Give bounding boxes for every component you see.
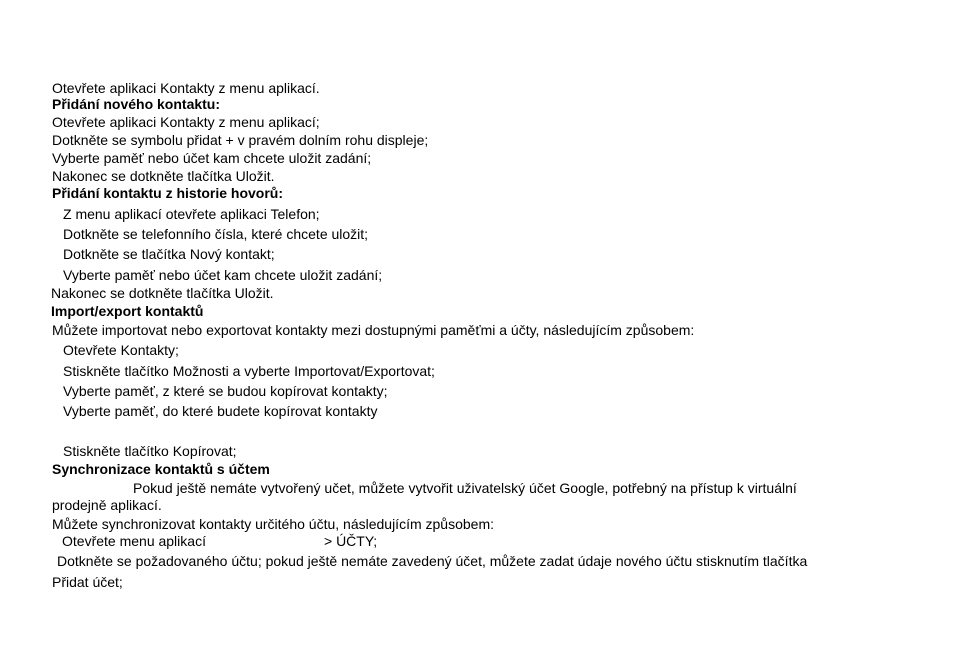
add-new-heading: Přidání nového kontaktu: — [52, 96, 221, 112]
intro-text: Otevřete aplikaci Kontakty z menu aplikací. — [52, 80, 320, 96]
import-export-intro: Můžete importovat nebo exportovat kontakty mezi dostupnými paměťmi a účty, následujícím způsobem: — [52, 322, 695, 338]
import-export-step: Stiskněte tlačítko Kopírovat; — [63, 443, 237, 459]
add-new-step: Dotkněte se symbolu přidat + v pravém dolním rohu displeje; — [52, 132, 429, 148]
sync-paragraph-line: Pokud ještě nemáte vytvořený učet, můžete vytvořit uživatelský účet Google, potřebný na přístup k virtuální — [133, 480, 797, 496]
add-from-history-step: Dotkněte se telefonního čísla, které chcete uložit; — [63, 226, 369, 242]
add-from-history-heading: Přidání kontaktu z historie hovorů: — [52, 185, 284, 201]
add-new-step: Nakonec se dotkněte tlačítka Uložit. — [52, 168, 275, 184]
add-from-history-step: Z menu aplikací otevřete aplikaci Telefon; — [63, 206, 320, 222]
sync-step-accounts: > ÚČTY; — [324, 533, 378, 549]
import-export-step: Vyberte paměť, z které se budou kopírovat kontakty; — [63, 383, 388, 399]
import-export-step: Stiskněte tlačítko Možnosti a vyberte Importovat/Exportovat; — [63, 363, 435, 379]
import-export-heading: Import/export kontaktů — [51, 303, 204, 319]
add-from-history-step: Nakonec se dotkněte tlačítka Uložit. — [51, 285, 274, 301]
add-from-history-step: Dotkněte se tlačítka Nový kontakt; — [63, 246, 275, 262]
sync-step-menu: Otevřete menu aplikací — [62, 533, 206, 549]
sync-heading: Synchronizace kontaktů s účtem — [52, 461, 270, 477]
add-new-step: Otevřete aplikaci Kontakty z menu aplikací; — [52, 114, 320, 130]
import-export-step: Vyberte paměť, do které budete kopírovat kontakty — [63, 403, 378, 419]
import-export-step: Otevřete Kontakty; — [63, 342, 179, 358]
sync-step-account-cont: Přidat účet; — [52, 574, 123, 590]
sync-intro: Můžete synchronizovat kontakty určitého účtu, následujícím způsobem: — [52, 516, 494, 532]
add-new-step: Vyberte paměť nebo účet kam chcete uložit zadání; — [52, 150, 372, 166]
sync-paragraph-line: prodejně aplikací. — [52, 497, 162, 513]
sync-step-account: Dotkněte se požadovaného účtu; pokud ještě nemáte zavedený účet, můžete zadat údaje nového účtu stisknutím tlačítka — [57, 553, 808, 569]
add-from-history-step: Vyberte paměť nebo účet kam chcete uložit zadání; — [63, 267, 383, 283]
